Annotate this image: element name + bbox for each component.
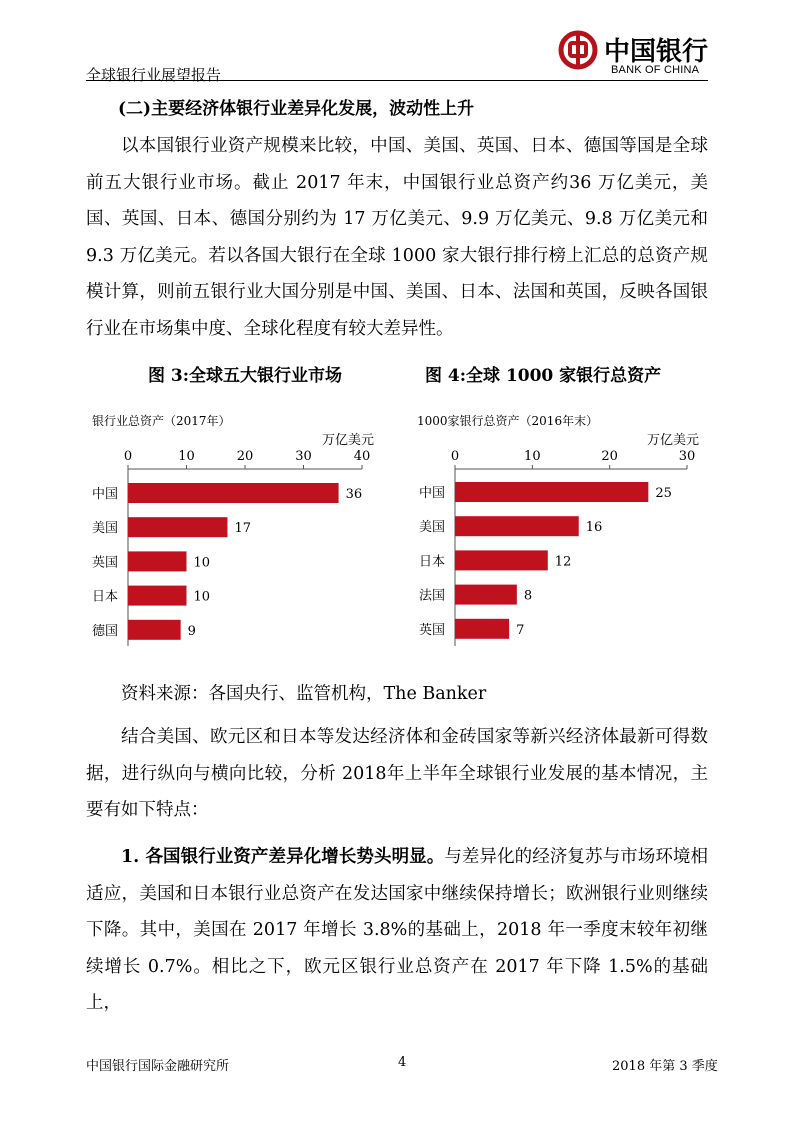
chart-bar xyxy=(128,517,227,537)
page-number: 4 xyxy=(398,1055,407,1070)
footer-quarter: 2018 年第 3 季度 xyxy=(612,1059,718,1074)
footer-institute: 中国银行国际金融研究所 xyxy=(86,1059,230,1074)
chart-bar xyxy=(128,551,187,571)
logo-en-text: BANK OF CHINA xyxy=(611,64,700,76)
chart-category-label: 日本 xyxy=(91,589,118,605)
chart-unit-label: 万亿美元 xyxy=(646,433,699,448)
body-paragraph-2: 结合美国、欧元区和日本等发达经济体和金砖国家等新兴经济体最新可得数据，进行纵向与横向比较，分析 2018年上半年全球银行业发展的基本情况，主要有如下特点： xyxy=(86,727,708,820)
chart-bar xyxy=(128,483,339,503)
chart-value-label: 36 xyxy=(345,487,363,502)
section-title: (二)主要经济体银行业差异化发展，波动性上升 xyxy=(118,99,475,119)
chart-tick-label: 20 xyxy=(236,449,254,464)
chart-tick-label: 0 xyxy=(123,449,133,464)
chart-value-label: 16 xyxy=(585,520,603,536)
chart-category-label: 美国 xyxy=(91,521,118,537)
chart-bar xyxy=(455,516,579,536)
chart-tick-label: 20 xyxy=(601,449,618,464)
paragraph-3-lead: 1. 各国银行业资产差异化增长势头明显。 xyxy=(121,847,445,867)
chart-tick-label: 0 xyxy=(450,449,460,464)
header-divider xyxy=(86,80,708,81)
chart-value-label: 10 xyxy=(193,555,211,571)
chart-tick-label: 40 xyxy=(353,449,371,464)
chart-category-label: 中国 xyxy=(418,486,445,501)
source-note: 资料来源：各国央行、监管机构，The Banker xyxy=(121,684,487,704)
chart-value-label: 25 xyxy=(655,486,672,501)
chart-subtitle: 1000家银行总资产（2016年末） xyxy=(417,414,599,428)
chart-bar xyxy=(455,585,517,605)
chart-category-label: 日本 xyxy=(418,554,445,570)
chart-category-label: 中国 xyxy=(91,487,118,502)
chart-value-label: 9 xyxy=(187,623,196,639)
figure-3-title: 图 3:全球五大银行业市场 xyxy=(148,366,343,386)
chart-bar xyxy=(128,586,187,606)
report-title: 全球银行业展望报告 xyxy=(86,66,222,84)
chart-bar xyxy=(455,619,509,639)
chart-subtitle: 银行业总资产（2017年） xyxy=(92,414,231,428)
chart-tick-label: 30 xyxy=(295,449,312,464)
chart-value-label: 12 xyxy=(554,554,572,570)
figure-4-chart xyxy=(405,403,715,653)
chart-category-label: 美国 xyxy=(418,520,445,536)
paragraph-3-text: 与差异化的经济复苏与市场环境相适应，美国和日本银行业总资产在发达国家中继续保持增长；欧洲银行业则继续下降。其中，美国在 2017 年增长 3.8%的基础上，2018 年一季度末较年初继续增长 0.7%。相比之下，欧元区银行业总资产在 2017 年下降 1.5%的基础上， xyxy=(86,847,708,1013)
chart-value-label: 10 xyxy=(193,589,211,605)
chart-value-label: 7 xyxy=(516,622,525,638)
chart-value-label: 8 xyxy=(523,588,533,604)
chart-bar xyxy=(455,482,648,502)
chart-tick-label: 30 xyxy=(678,449,696,464)
logo-cn-text: 中国银行 xyxy=(604,37,709,67)
chart-unit-label: 万亿美元 xyxy=(321,433,374,448)
figure-4-title: 图 4:全球 1000 家银行总资产 xyxy=(425,366,662,386)
chart-value-label: 17 xyxy=(234,521,251,537)
body-paragraph-1: 以本国银行业资产规模来比较，中国、美国、英国、日本、德国等国是全球前五大银行业市场。截止 2017 年末，中国银行业总资产约36 万亿美元，美国、英国、日本、德国分别约为 17 万亿美元、9.9 万亿美元、9.8 万亿美元和9.3 万亿美元。若以各国大银行在全球 1000 家大银行排行榜上汇总的总资产规模计算，则前五银行业大国分别是中国、美国、日本、法国和英国，反映各国银行业在市场集中度、全球化程度有较大差异性。 xyxy=(86,136,708,339)
figure-3-chart xyxy=(80,403,390,653)
chart-tick-label: 10 xyxy=(524,449,541,464)
chart-category-label: 英国 xyxy=(418,622,445,638)
chart-tick-label: 10 xyxy=(178,449,195,464)
body-paragraph-3 xyxy=(86,839,708,1022)
chart-category-label: 法国 xyxy=(418,588,445,604)
chart-bar xyxy=(128,620,181,640)
chart-category-label: 德国 xyxy=(91,623,118,639)
chart-category-label: 英国 xyxy=(91,555,118,571)
chart-bar xyxy=(455,550,548,570)
